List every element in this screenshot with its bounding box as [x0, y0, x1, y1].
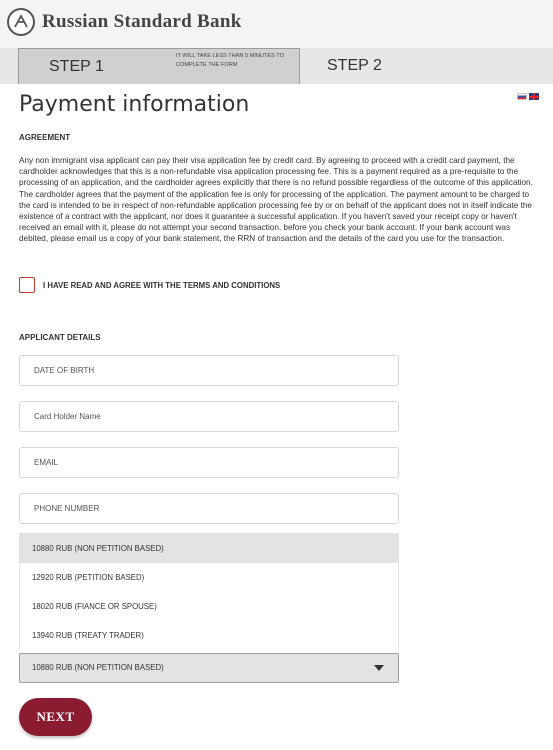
fee-option[interactable]: 10880 RUB (NON PETITION BASED): [20, 534, 398, 563]
fee-option[interactable]: 18020 RUB (FIANCE OR SPOUSE): [32, 602, 157, 611]
bank-emblem-icon: [7, 8, 35, 36]
agreement-heading: AGREEMENT: [19, 133, 71, 142]
fee-select-value: 10880 RUB (NON PETITION BASED): [32, 663, 164, 672]
terms-label: I HAVE READ AND AGREE WITH THE TERMS AND CONDITIONS: [43, 280, 281, 290]
fee-option[interactable]: 12920 RUB (PETITION BASED): [32, 573, 145, 582]
agreement-text: Any non immigrant visa applicant can pay their visa application fee by credit card. By agreeing to proceed with a credit card payment, the cardholder acknowledges that this is a non-refundable visa application processing fee. This is a payment required as a pre-requisite to the processing of an application, and the cardholder agrees explicitly that there is no refund possible regardless of the outcome of this application. The cardholder agrees that the payment of the application fee is only for processing of the application. The payment amount to be charged to the card is intended to be in respect of non-refundable application processing fee by or on behalf of the applicant does not in itself indicate the existence of a contract with the applicant, nor does it guarantee a successful application. If you haven't saved your receipt copy or haven't received an email with it, please do not attempt your second transaction, before you check your bank account. If your bank account was debited, please email us a copy of your bank statement, the RRN of transaction and the details of the card you use for the transaction.: [19, 156, 533, 244]
ru-flag-icon[interactable]: [517, 93, 527, 100]
uk-flag-icon[interactable]: [529, 93, 539, 100]
fee-select[interactable]: [19, 653, 399, 683]
language-switcher: [517, 93, 539, 100]
email-input[interactable]: [19, 447, 399, 478]
chevron-down-icon: [374, 665, 384, 671]
terms-row: [19, 277, 280, 293]
date-of-birth-input[interactable]: [19, 355, 399, 386]
step-1-label: STEP 1: [49, 58, 104, 75]
header: [0, 0, 553, 48]
step-1-tab: [18, 48, 300, 84]
fee-options-list: [19, 533, 399, 649]
step-2-label: STEP 2: [327, 57, 382, 74]
fee-option[interactable]: 13940 RUB (TREATY TRADER): [32, 631, 144, 640]
logo-text: Russian Standard Bank: [42, 11, 242, 32]
terms-checkbox[interactable]: [19, 277, 35, 293]
next-button[interactable]: NEXT: [19, 698, 92, 736]
applicant-details-heading: APPLICANT DETAILS: [19, 333, 101, 342]
page-title: Payment information: [19, 92, 250, 117]
step-1-note: IT WILL TAKE LESS THAN 5 MINUTES TO COMPLETE THE FORM: [176, 53, 284, 68]
card-holder-name-input[interactable]: [19, 401, 399, 432]
phone-number-input[interactable]: [19, 493, 399, 524]
